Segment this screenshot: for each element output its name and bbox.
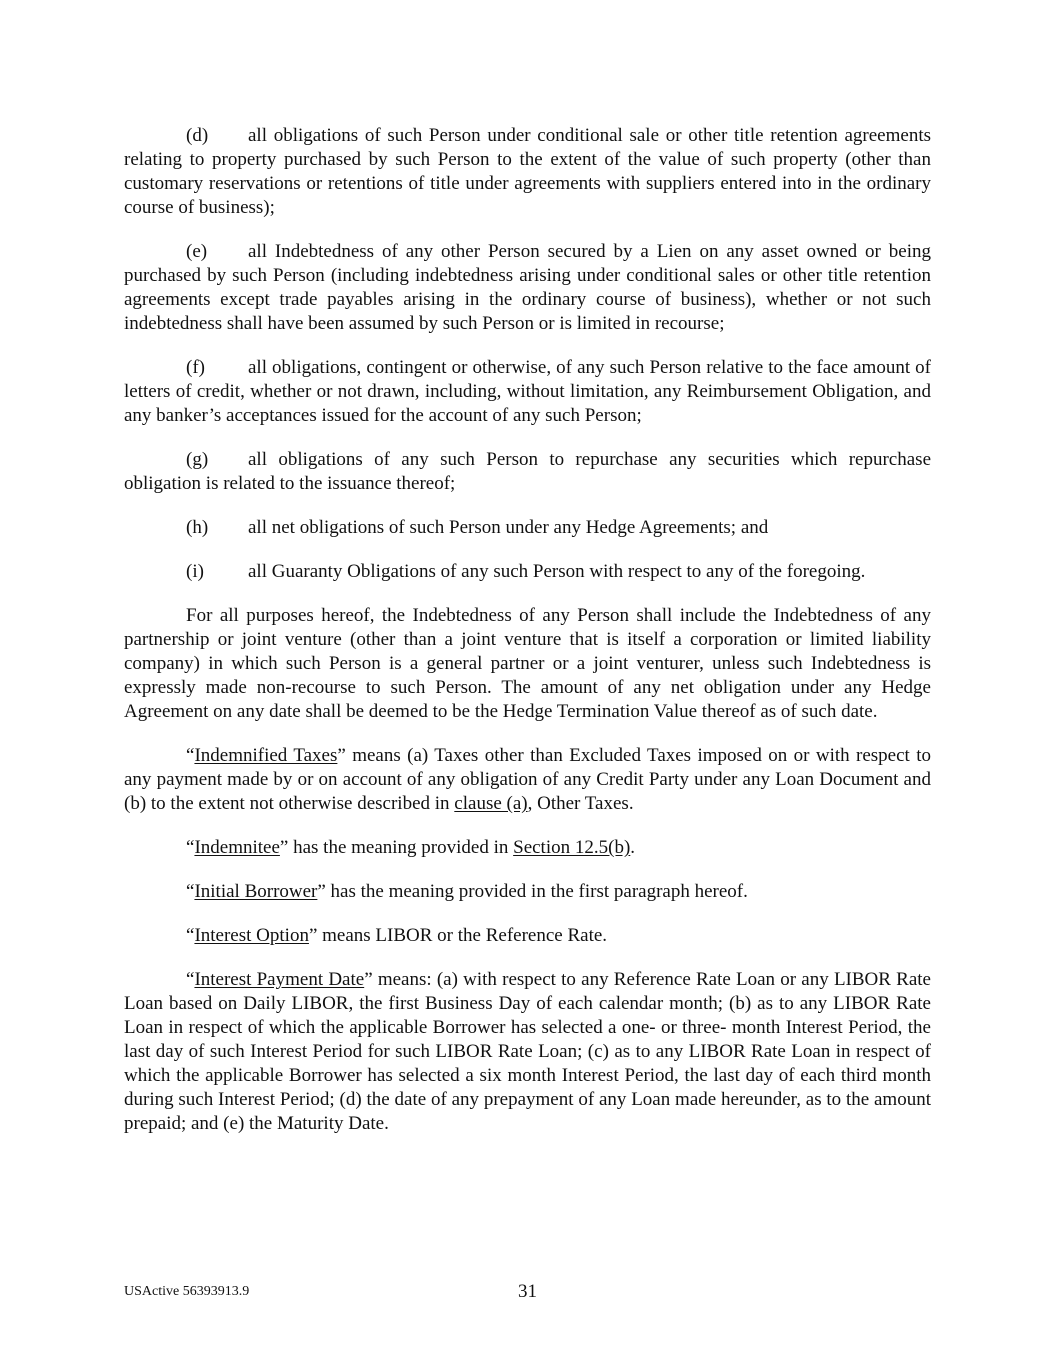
purposes-paragraph: For all purposes hereof, the Indebtedness of any Person shall include the Indebtedness of any partnership or joint venture (other than a joint venture that is itself a corporation or limited liability company) in which such Person is a general partner or a joint venturer, unless such Indebtedness is expressly made non-recourse to such Person. The amount of any net obligation under any Hedge Agreement on any date shall be deemed to be the Hedge Termination Value thereof as of such date. (124, 605, 931, 722)
definition-interest-payment-date (124, 968, 931, 1136)
list-item-e (124, 240, 931, 336)
defined-term: Indemnified Taxes (194, 745, 338, 766)
document-body (124, 124, 931, 1156)
defined-term: Initial Borrower (194, 881, 318, 902)
item-text: all Guaranty Obligations of any such Person with respect to any of the foregoing. (248, 561, 866, 582)
item-label: (e) (186, 241, 208, 262)
definition-text-end: . (630, 837, 636, 858)
defined-term: Interest Payment Date (194, 969, 365, 990)
open-quote: “ (186, 745, 195, 766)
definition-text: ” means LIBOR or the Reference Rate. (308, 925, 608, 946)
definition-text: ” means (a) Taxes other than Excluded Taxes imposed on or with respect to any payment made by or on account of any obligation of any Credit Party under any Loan Document and (b) to the extent not otherwise described in (124, 745, 931, 814)
item-text: all net obligations of such Person under any Hedge Agreements; and (248, 517, 769, 538)
item-label: (f) (186, 357, 205, 378)
definition-interest-option (124, 924, 931, 948)
cross-reference: clause (a) (454, 793, 528, 814)
open-quote: “ (186, 969, 195, 990)
definition-text: ” means: (a) with respect to any Reference Rate Loan or any LIBOR Rate Loan based on Daily LIBOR, the first Business Day of each calendar month; (b) as to any LIBOR Rate Loan in respect of which the applicable Borrower has selected a one- or three- month Interest Period, the last day of such Interest Period for such LIBOR Rate Loan; (c) as to any LIBOR Rate Loan in respect of which the applicable Borrower has selected a six month Interest Period, the last day of each third month during such Interest Period; (d) the date of any prepayment of any Loan made hereunder, as to the amount prepaid; and (e) the Maturity Date. (124, 969, 931, 1134)
item-label: (g) (186, 449, 209, 470)
definition-text: ” has the meaning provided in (279, 837, 514, 858)
item-label: (h) (186, 517, 209, 538)
open-quote: “ (186, 925, 195, 946)
item-text: all Indebtedness of any other Person secured by a Lien on any asset owned or being purchased by such Person (including indebtedness arising under conditional sales or other title retention agreements except trade payables arising in the ordinary course of business), whether or not such indebtedness shall have been assumed by such Person or is limited in recourse; (124, 241, 931, 334)
definition-indemnified-taxes (124, 744, 931, 816)
definition-indemnitee (124, 836, 931, 860)
definition-text: ” has the meaning provided in the first paragraph hereof. (317, 881, 748, 902)
item-text: all obligations, contingent or otherwise, of any such Person relative to the face amount of letters of credit, whether or not drawn, including, without limitation, any Reimbursement Obligation, and any banker’s acceptances issued for the account of any such Person; (124, 357, 931, 426)
list-item-d (124, 124, 931, 220)
item-label: (i) (186, 561, 204, 582)
item-text: all obligations of any such Person to repurchase any securities which repurchase obligation is related to the issuance thereof; (124, 449, 931, 494)
list-item-g (124, 448, 931, 496)
defined-term: Indemnitee (194, 837, 280, 858)
list-item-i (124, 560, 931, 584)
open-quote: “ (186, 837, 195, 858)
item-label: (d) (186, 125, 209, 146)
page-number: 31 (518, 1281, 537, 1302)
list-item-f (124, 356, 931, 428)
item-text: all obligations of such Person under conditional sale or other title retention agreements relating to property purchased by such Person to the extent of the value of such property (other than customary reservations or retentions of title under agreements with suppliers entered into in the ordinary course of business); (124, 125, 931, 218)
open-quote: “ (186, 881, 195, 902)
cross-reference: Section 12.5(b) (513, 837, 631, 858)
footer-document-id: USActive 56393913.9 (124, 1284, 250, 1299)
definition-text-end: , Other Taxes. (527, 793, 634, 814)
definition-initial-borrower (124, 880, 931, 904)
list-item-h (124, 516, 931, 540)
defined-term: Interest Option (194, 925, 309, 946)
